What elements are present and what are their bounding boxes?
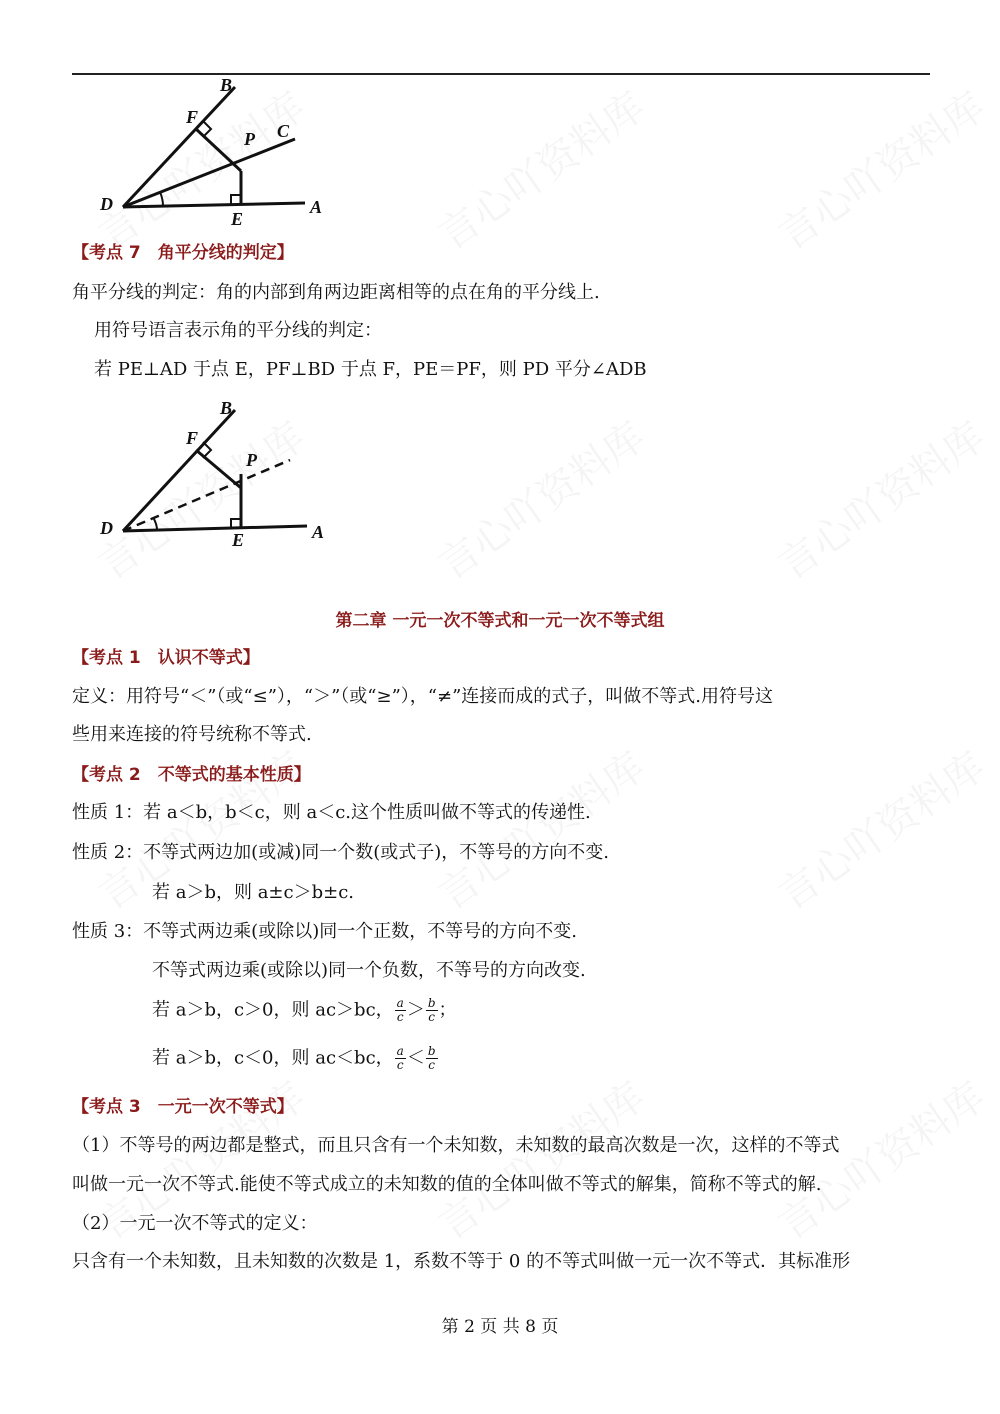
label-P: P xyxy=(246,450,257,470)
ray-DA xyxy=(123,526,307,531)
kp2-property3-negative: 不等式两边乘(或除以)同一个负数，不等号的方向改变. xyxy=(152,960,586,981)
kp1-title: 【考点 1 认识不等式】 xyxy=(72,648,260,668)
segment-PF xyxy=(196,450,241,488)
kp2-property3-positive-formula xyxy=(152,997,457,1024)
angle-arc xyxy=(160,192,163,206)
kp3-title: 【考点 3 一元一次不等式】 xyxy=(72,1097,294,1117)
kp3-line2: 叫做一元一次不等式.能使不等式成立的未知数的值的全体叫做不等式的解集，简称不等式的解. xyxy=(72,1174,822,1195)
segment-PF xyxy=(196,129,241,171)
watermark xyxy=(765,76,994,260)
kp2-property2-formula: 若 a＞b，则 a±c＞b±c. xyxy=(152,882,354,903)
kp3-line4: 只含有一个未知数，且未知数的次数是 1，系数不等于 0 的不等式叫做一元一次不等式．其标准形 xyxy=(72,1251,851,1272)
kp2-title: 【考点 2 不等式的基本性质】 xyxy=(72,765,311,785)
kp3-line3: （2）一元一次不等式的定义： xyxy=(72,1213,318,1234)
kp7-symbol-statement: 若 PE⊥AD 于点 E，PF⊥BD 于点 F，PE＝PF，则 PD 平分∠ADB xyxy=(94,359,647,380)
ray-DA xyxy=(123,203,305,207)
denominator: c xyxy=(428,1058,436,1072)
kp2-property1: 性质 1：若 a＜b，b＜c，则 a＜c.这个性质叫做不等式的传递性. xyxy=(72,802,591,823)
watermark xyxy=(765,736,994,920)
label-C: C xyxy=(277,121,290,141)
fraction-b-over-c xyxy=(426,1045,438,1072)
chapter-title: 第二章 一元一次不等式和一元一次不等式组 xyxy=(335,611,665,631)
kp7-symbol-intro: 用符号语言表示角的平分线的判定： xyxy=(94,320,382,341)
label-A: A xyxy=(312,522,325,542)
watermark xyxy=(425,736,654,920)
watermark xyxy=(425,76,654,260)
label-D: D xyxy=(100,518,113,538)
page-footer: 第 2 页 共 8 页 xyxy=(441,1317,559,1337)
numerator: a xyxy=(396,996,404,1010)
relation-symbol: ＞ xyxy=(406,999,425,1021)
figure-1-svg xyxy=(90,75,350,230)
kp7-definition: 角平分线的判定：角的内部到角两边距离相等的点在角的平分线上. xyxy=(72,282,600,303)
fraction-b-over-c xyxy=(426,997,438,1024)
denominator: c xyxy=(396,1010,404,1024)
label-B: B xyxy=(220,75,233,95)
fraction-a-over-c xyxy=(395,1045,406,1072)
fraction-a-over-c xyxy=(395,997,406,1024)
kp7-title: 【考点 7 角平分线的判定】 xyxy=(72,243,294,263)
label-D: D xyxy=(100,194,113,214)
kp2-property3: 性质 3：不等式两边乘(或除以)同一个正数，不等号的方向不变. xyxy=(72,921,577,942)
label-B: B xyxy=(220,398,233,418)
watermark xyxy=(425,406,654,590)
kp2-property2: 性质 2：不等式两边加(或减)同一个数(或式子)，不等号的方向不变. xyxy=(72,842,609,863)
angle-arc xyxy=(154,519,157,530)
label-F: F xyxy=(186,428,199,448)
formula-text: 若 a＞b，c＞0，则 ac＞bc， xyxy=(152,999,394,1021)
label-E: E xyxy=(232,530,245,548)
ray-DB xyxy=(123,87,235,207)
numerator: a xyxy=(396,1044,404,1058)
right-angle-mark-F xyxy=(203,442,211,458)
right-angle-mark-F xyxy=(203,121,211,137)
formula-text: 若 a＞b，c＜0，则 ac＜bc， xyxy=(152,1047,394,1069)
label-F: F xyxy=(186,107,199,127)
watermark xyxy=(765,406,994,590)
relation-symbol: ＜ xyxy=(406,1047,425,1069)
denominator: c xyxy=(396,1058,404,1072)
ray-DC xyxy=(123,139,295,207)
formula-end: ； xyxy=(438,999,457,1021)
numerator: b xyxy=(427,996,436,1010)
figure-angle-bisector-property xyxy=(90,75,350,234)
figure-angle-bisector-judgement xyxy=(90,398,350,552)
kp3-line1: （1）不等号的两边都是整式，而且只含有一个未知数，未知数的最高次数是一次，这样的不等式 xyxy=(72,1135,840,1156)
denominator: c xyxy=(428,1010,436,1024)
label-P: P xyxy=(244,129,255,149)
kp2-property3-negative-formula xyxy=(152,1045,439,1072)
numerator: b xyxy=(427,1044,436,1058)
label-A: A xyxy=(310,197,323,217)
figure-2-svg xyxy=(90,398,350,548)
label-E: E xyxy=(231,209,244,229)
dashed-ray-DP xyxy=(123,460,290,531)
kp1-line1: 定义：用符号“＜”（或“≤”），“＞”（或“≥”），“≠”连接而成的式子，叫做不等式.用符号这 xyxy=(72,686,773,707)
kp1-line2: 些用来连接的符号统称不等式. xyxy=(72,724,312,745)
